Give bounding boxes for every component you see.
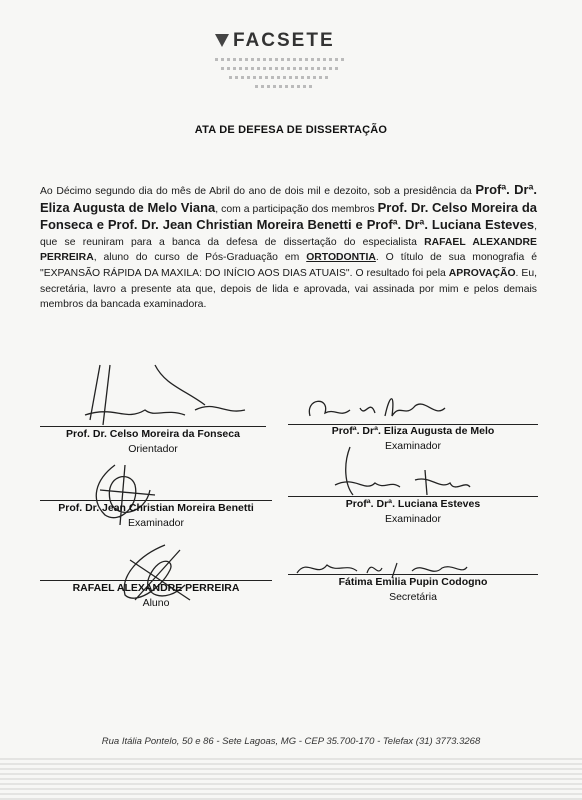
logo-text: FACSETE [233, 30, 335, 51]
signer-name-3: Prof. Dr. Jean Christian Moreira Benetti [58, 502, 254, 514]
signer-name-5: RAFAEL ALEXANDRE PERREIRA [72, 582, 240, 594]
document-title: ATA DE DEFESA DE DISSERTAÇÃO [194, 124, 388, 136]
chair-name: Profª. Drª. Eliza Augusta de Melo Viana [40, 182, 537, 215]
member-names: Prof. Dr. Celso Moreira da Fonseca e Prof. Dr. Jean Christian Moreira Benetti e Profª. Drª. Luciana Esteves [40, 199, 537, 233]
signature-scribble-1 [55, 360, 255, 430]
institution-logo [215, 30, 365, 88]
signature-scribble-2 [300, 388, 460, 428]
body-text-6: . Eu, secretária, lavro a presente ata que, depois de lida e aprovada, vai assinada por mim e pelos demais membros da bancada examinadora. [40, 267, 537, 311]
faded-subtitle-line [255, 85, 315, 88]
course-name: ORTODONTIA [306, 252, 376, 264]
footer-address: Rua Itália Pontelo, 50 e 86 - Sete Lagoas, MG - CEP 35.700-170 - Telefax (31) 3773.3268 [101, 736, 481, 747]
signer-name-4: Profª. Drª. Luciana Esteves [345, 498, 481, 510]
body-text-3: , que se reuniram para a banca da defesa de dissertação do especialista [40, 221, 537, 248]
student-name: RAFAEL ALEXANDRE PERREIRA [40, 236, 537, 264]
signer-role-6: Secretária [389, 591, 437, 603]
signer-name-1: Prof. Dr. Celso Moreira da Fonseca [66, 428, 240, 440]
faded-subtitle-line [221, 67, 341, 70]
body-text-1: Ao Décimo segundo dia do mês de Abril do ano de dois mil e dezoito, sob a presidência da [40, 186, 476, 197]
signature-line-1 [40, 426, 266, 427]
body-text-5: . O título de sua monografia é "EXPANSÃO RÁPIDA DA MAXILA: DO INÍCIO AOS DIAS ATUAIS". O resultado foi pela [40, 252, 537, 279]
signer-name-2: Profª. Drª. Eliza Augusta de Melo [331, 425, 495, 437]
result-text: APROVAÇÃO [448, 267, 516, 279]
document-body [40, 182, 537, 313]
signer-role-3: Examinador [127, 517, 185, 529]
signature-scribble-4 [315, 445, 475, 500]
logo-triangle-icon [215, 34, 229, 47]
faded-subtitle-line [215, 58, 345, 61]
faded-subtitle-line [229, 76, 329, 79]
signature-line-5 [40, 580, 272, 581]
signature-line-4 [288, 496, 538, 497]
body-text-2: , com a participação dos membros [215, 203, 378, 215]
signer-role-5: Aluno [142, 597, 170, 609]
signer-name-6: Fátima Emilia Pupin Codogno [338, 576, 488, 588]
signer-role-4: Examinador [384, 513, 442, 525]
scan-artifact-band [0, 758, 582, 800]
body-text-4: , aluno do curso de Pós-Graduação em [93, 252, 307, 264]
signature-line-3 [40, 500, 272, 501]
signer-role-2: Examinador [384, 440, 442, 452]
signer-role-1: Orientador [128, 443, 178, 455]
signature-line-6 [288, 574, 538, 575]
